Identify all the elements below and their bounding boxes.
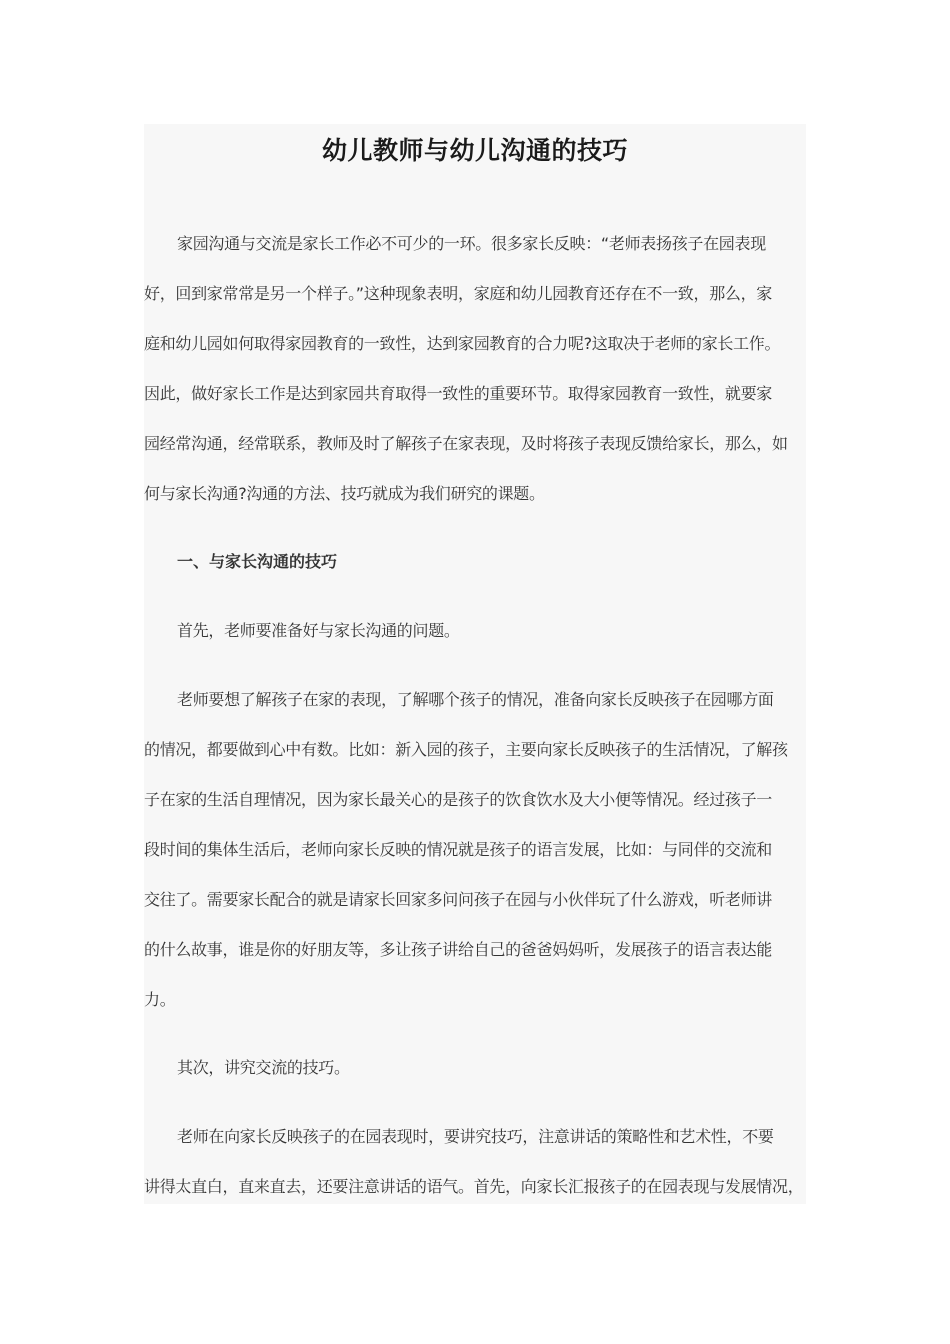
text-line: 的什么故事，谁是你的好朋友等，多让孩子讲给自己的爸爸妈妈听，发展孩子的语言表达能 [144, 940, 773, 959]
text-line: 交往了。需要家长配合的就是请家长回家多问问孩子在园与小伙伴玩了什么游戏，听老师讲 [144, 890, 773, 909]
text-line: 好，回到家常常是另一个样子。”这种现象表明，家庭和幼儿园教育还存在不一致，那么，家 [144, 284, 772, 303]
text-line: 其次，讲究交流的技巧。 [177, 1058, 350, 1077]
text-line: 何与家长沟通?沟通的方法、技巧就成为我们研究的课题。 [144, 484, 545, 503]
text-line: 子在家的生活自理情况，因为家长最关心的是孩子的饮食饮水及大小便等情况。经过孩子一 [144, 790, 773, 809]
text-line: 的情况，都要做到心中有数。比如：新入园的孩子，主要向家长反映孩子的生活情况，了解孩 [144, 740, 788, 759]
document-title: 幼儿教师与幼儿沟通的技巧 [321, 136, 628, 165]
text-line: 庭和幼儿园如何取得家园教育的一致性，达到家园教育的合力呢?这取决于老师的家长工作。 [144, 334, 781, 353]
text-line: 段时间的集体生活后，老师向家长反映的情况就是孩子的语言发展，比如：与同伴的交流和 [144, 840, 773, 859]
text-line: 因此，做好家长工作是达到家园共育取得一致性的重要环节。取得家园教育一致性，就要家 [144, 384, 773, 403]
intro-paragraph [144, 219, 806, 519]
text-line: 讲得太直白，直来直去，还要注意讲话的语气。首先，向家长汇报孩子的在园表现与发展情况， [144, 1177, 804, 1196]
text-line: 老师要想了解孩子在家的表现，了解哪个孩子的情况，准备向家长反映孩子在园哪方面 [177, 690, 774, 709]
section-heading: 一、与家长沟通的技巧 [177, 552, 338, 571]
text-line: 老师在向家长反映孩子的在园表现时，要讲究技巧，注意讲话的策略性和艺术性，不要 [177, 1127, 774, 1146]
point1-body-paragraph [144, 675, 806, 1025]
point1-lead-paragraph [144, 606, 806, 656]
text-line: 家园沟通与交流是家长工作必不可少的一环。很多家长反映：“老师表扬孩子在园表现 [177, 234, 766, 253]
point2-body-paragraph [144, 1112, 806, 1212]
text-line: 园经常沟通，经常联系，教师及时了解孩子在家表现，及时将孩子表现反馈给家长，那么，如 [144, 434, 788, 453]
text-line: 力。 [144, 990, 176, 1009]
point2-lead-paragraph [144, 1043, 806, 1093]
text-line: 首先，老师要准备好与家长沟通的问题。 [177, 621, 460, 640]
